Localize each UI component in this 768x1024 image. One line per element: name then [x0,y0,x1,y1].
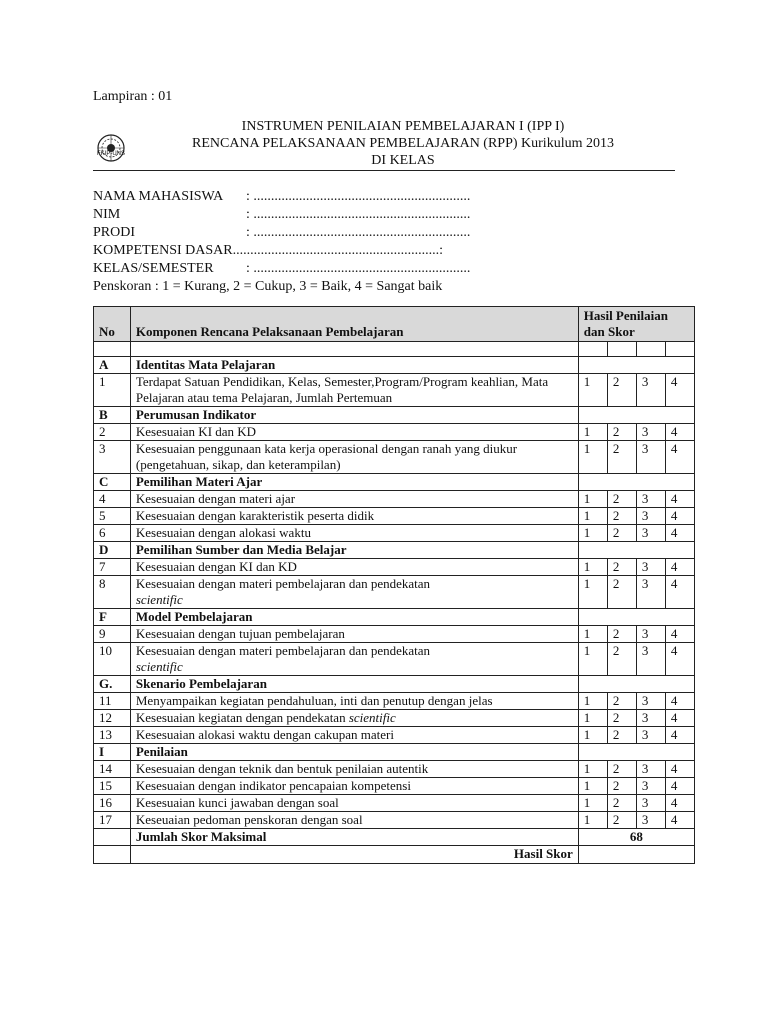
section-score-cell [578,542,694,559]
table-row [94,778,695,795]
item-text: Kesesuaian dengan KI dan KD [135,559,297,574]
lampiran-label: Lampiran : 01 [93,89,173,104]
section-code: A [94,357,131,374]
header-hasil: Hasil Penilaian dan Skor [578,307,694,342]
table-row [94,643,695,676]
score-option-3[interactable]: 3 [636,727,665,744]
item-italic-term: scientific [135,592,183,607]
item-text: Keseuaian pedoman penskoran dengan soal [135,812,363,827]
info-row-kd [93,242,470,260]
item-text: Kesesuaian dengan materi ajar [135,491,296,506]
score-option-3[interactable]: 3 [636,374,665,407]
score-option-3[interactable]: 3 [636,424,665,441]
section-row [94,357,695,374]
nama-label: NAMA MAHASISWA [93,189,224,204]
section-title: Identitas Mata Pelajaran [130,357,578,374]
score-option-1[interactable]: 1 [578,761,607,778]
title-line-2: RENCANA PELAKSANAAN PEMBELAJARAN (RPP) Kurikulum 2013 [192,136,614,151]
score-option-4[interactable]: 4 [665,525,694,542]
score-option-2[interactable]: 2 [607,727,636,744]
score-option-2[interactable]: 2 [607,559,636,576]
table-row [94,525,695,542]
spacer-cell [94,342,131,357]
table-row [94,710,695,727]
item-text-cell [130,424,578,441]
penskoran-text: Penskoran : 1 = Kurang, 2 = Cukup, 3 = Baik, 4 = Sangat baik [93,279,443,294]
item-text: Terdapat Satuan Pendidikan, Kelas, Semester,Program/Program keahlian, Mata Pelajaran atau tema Pelajaran, Jumlah Pertemuan [135,374,549,405]
score-option-3[interactable]: 3 [636,693,665,710]
item-text-cell [130,643,578,676]
section-score-cell [578,357,694,374]
score-option-4[interactable]: 4 [665,693,694,710]
section-score-cell [578,407,694,424]
item-text: Kesesuaian kunci jawaban dengan soal [135,795,339,810]
score-option-2[interactable]: 2 [607,441,636,474]
score-option-2[interactable]: 2 [607,525,636,542]
item-text-cell [130,693,578,710]
item-text: Kesesuaian dengan tujuan pembelajaran [135,626,345,641]
section-title: Pemilihan Sumber dan Media Belajar [130,542,578,559]
item-text-cell [130,576,578,609]
score-option-4[interactable]: 4 [665,424,694,441]
item-text: Menyampaikan kegiatan pendahuluan, inti dan penutup dengan jelas [135,693,493,708]
score-option-4[interactable]: 4 [665,727,694,744]
table-row [94,491,695,508]
score-option-2[interactable]: 2 [607,761,636,778]
jumlah-no-cell [94,829,131,846]
item-text-cell [130,727,578,744]
score-option-1[interactable]: 1 [578,576,607,609]
item-text: Kesesuaian penggunaan kata kerja operasional dengan ranah yang diukur (pengetahuan, sikap, dan keterampilan) [135,441,518,472]
header-komponen: Komponen Rencana Pelaksanaan Pembelajaran [130,307,578,342]
score-option-4[interactable]: 4 [665,710,694,727]
item-number: 11 [94,693,131,710]
table-row [94,812,695,829]
item-text-cell [130,778,578,795]
table-header-row [94,307,695,342]
score-option-4[interactable]: 4 [665,643,694,676]
kd-dots: ...........................................................: [232,243,444,258]
item-number: 12 [94,710,131,727]
table-row [94,576,695,609]
table-row [94,424,695,441]
item-number: 15 [94,778,131,795]
kd-label: KOMPETENSI DASAR [93,243,233,258]
score-option-3[interactable]: 3 [636,761,665,778]
section-title: Perumusan Indikator [130,407,578,424]
prodi-label: PRODI [93,225,136,240]
item-number: 16 [94,795,131,812]
document-titles [123,118,683,169]
score-option-4[interactable]: 4 [665,812,694,829]
info-row-kelas [93,260,470,278]
section-title: Model Pembelajaran [130,609,578,626]
title-line-1: INSTRUMEN PENILAIAN PEMBELAJARAN I (IPP I) [241,119,565,134]
score-option-2[interactable]: 2 [607,576,636,609]
score-option-3[interactable]: 3 [636,525,665,542]
item-text-cell [130,508,578,525]
item-text: Kesesuaian alokasi waktu dengan cakupan materi [135,727,394,742]
score-option-4[interactable]: 4 [665,491,694,508]
section-code: B [94,407,131,424]
score-option-4[interactable]: 4 [665,761,694,778]
score-option-1[interactable]: 1 [578,374,607,407]
item-number: 7 [94,559,131,576]
score-option-1[interactable]: 1 [578,727,607,744]
score-option-3[interactable]: 3 [636,795,665,812]
item-italic-term: scientific [348,710,396,725]
kelas-dots: : .............................................................. [246,261,471,276]
item-number: 14 [94,761,131,778]
kelas-label: KELAS/SEMESTER [93,261,214,276]
prodi-dots: : .............................................................. [246,225,471,240]
section-code: F [94,609,131,626]
document-header [93,118,675,171]
score-option-3[interactable]: 3 [636,626,665,643]
item-text: Kesesuaian dengan alokasi waktu [135,525,311,540]
item-number: 10 [94,643,131,676]
item-text-cell [130,710,578,727]
item-number: 4 [94,491,131,508]
score-option-2[interactable]: 2 [607,508,636,525]
score-option-3[interactable]: 3 [636,643,665,676]
score-option-3[interactable]: 3 [636,710,665,727]
section-row [94,676,695,693]
hasil-skor-row [94,846,695,864]
section-code: G. [94,676,131,693]
score-option-2[interactable]: 2 [607,626,636,643]
spacer-cell [607,342,636,357]
item-text: Kesesuaian dengan indikator pencapaian kompetensi [135,778,411,793]
score-option-2[interactable]: 2 [607,710,636,727]
score-option-4[interactable]: 4 [665,795,694,812]
nim-label: NIM [93,207,121,222]
score-option-3[interactable]: 3 [636,491,665,508]
score-option-1[interactable]: 1 [578,424,607,441]
table-row [94,441,695,474]
score-option-4[interactable]: 4 [665,559,694,576]
score-option-1[interactable]: 1 [578,491,607,508]
item-italic-term: scientific [135,659,183,674]
item-text-cell [130,491,578,508]
item-text: Kesesuaian dengan teknik dan bentuk penilaian autentik [135,761,429,776]
nim-dots: : .............................................................. [246,207,471,222]
section-row [94,744,695,761]
item-text: Kesesuaian dengan karakteristik peserta didik [135,508,375,523]
score-option-1[interactable]: 1 [578,778,607,795]
section-title: Skenario Pembelajaran [130,676,578,693]
item-number: 2 [94,424,131,441]
rubric-body [94,342,695,829]
score-option-3[interactable]: 3 [636,508,665,525]
score-option-3[interactable]: 3 [636,812,665,829]
section-score-cell [578,609,694,626]
score-option-4[interactable]: 4 [665,576,694,609]
item-number: 13 [94,727,131,744]
score-option-4[interactable]: 4 [665,778,694,795]
item-number: 9 [94,626,131,643]
score-option-2[interactable]: 2 [607,374,636,407]
section-title: Penilaian [130,744,578,761]
title-line-3: DI KELAS [371,153,435,168]
info-row-nama [93,188,470,206]
score-option-3[interactable]: 3 [636,778,665,795]
hasil-no-cell [94,846,131,864]
section-score-cell [578,676,694,693]
item-text-cell [130,761,578,778]
score-option-2[interactable]: 2 [607,424,636,441]
info-row-prodi [93,224,470,242]
hasil-skor-value[interactable] [578,846,694,864]
score-option-1[interactable]: 1 [578,559,607,576]
item-number: 1 [94,374,131,407]
item-text-cell [130,559,578,576]
score-option-2[interactable]: 2 [607,795,636,812]
table-row [94,727,695,744]
jumlah-row [94,829,695,846]
table-row [94,761,695,778]
header-no: No [94,307,131,342]
item-text-cell [130,374,578,407]
table-row [94,508,695,525]
item-text-cell [130,812,578,829]
score-option-1[interactable]: 1 [578,626,607,643]
score-option-4[interactable]: 4 [665,626,694,643]
score-option-1[interactable]: 1 [578,693,607,710]
table-row [94,374,695,407]
item-text: Kesesuaian dengan materi pembelajaran dan pendekatan [135,576,431,591]
section-code: I [94,744,131,761]
table-row [94,795,695,812]
section-score-cell [578,744,694,761]
rubric-table [93,306,695,864]
score-option-3[interactable]: 3 [636,559,665,576]
section-row [94,474,695,491]
item-number: 8 [94,576,131,609]
info-row-nim [93,206,470,224]
score-option-2[interactable]: 2 [607,643,636,676]
jumlah-value: 68 [578,829,694,846]
score-option-1[interactable]: 1 [578,643,607,676]
section-row [94,542,695,559]
spacer-cell [665,342,694,357]
section-row [94,609,695,626]
item-number: 17 [94,812,131,829]
score-option-1[interactable]: 1 [578,441,607,474]
score-option-1[interactable]: 1 [578,795,607,812]
table-row [94,693,695,710]
hasil-skor-label: Hasil Skor [130,846,578,864]
score-option-2[interactable]: 2 [607,812,636,829]
spacer-cell [636,342,665,357]
score-option-2[interactable]: 2 [607,491,636,508]
jumlah-label: Jumlah Skor Maksimal [130,829,578,846]
spacer-cell [130,342,578,357]
score-option-4[interactable]: 4 [665,508,694,525]
score-option-1[interactable]: 1 [578,525,607,542]
item-text-cell [130,525,578,542]
score-option-1[interactable]: 1 [578,710,607,727]
item-text-cell [130,795,578,812]
item-number: 5 [94,508,131,525]
section-code: D [94,542,131,559]
score-option-4[interactable]: 4 [665,374,694,407]
section-score-cell [578,474,694,491]
score-option-2[interactable]: 2 [607,693,636,710]
table-row [94,626,695,643]
spacer-cell [578,342,607,357]
score-option-3[interactable]: 3 [636,576,665,609]
item-number: 6 [94,525,131,542]
score-option-3[interactable]: 3 [636,441,665,474]
item-text-cell [130,626,578,643]
nama-dots: : .............................................................. [246,189,471,204]
section-title: Pemilihan Materi Ajar [130,474,578,491]
section-code: C [94,474,131,491]
score-option-1[interactable]: 1 [578,812,607,829]
spacer-row [94,342,695,357]
item-text: Kesesuaian dengan materi pembelajaran dan pendekatan [135,643,431,658]
score-option-2[interactable]: 2 [607,778,636,795]
item-text-cell [130,441,578,474]
logo-caption: FKIP-UNS [96,151,125,157]
item-text: Kesesuaian kegiatan dengan pendekatan [135,710,346,725]
section-row [94,407,695,424]
score-option-4[interactable]: 4 [665,441,694,474]
table-row [94,559,695,576]
score-option-1[interactable]: 1 [578,508,607,525]
item-number: 3 [94,441,131,474]
student-info [93,188,470,296]
item-text: Kesesuaian KI dan KD [135,424,257,439]
